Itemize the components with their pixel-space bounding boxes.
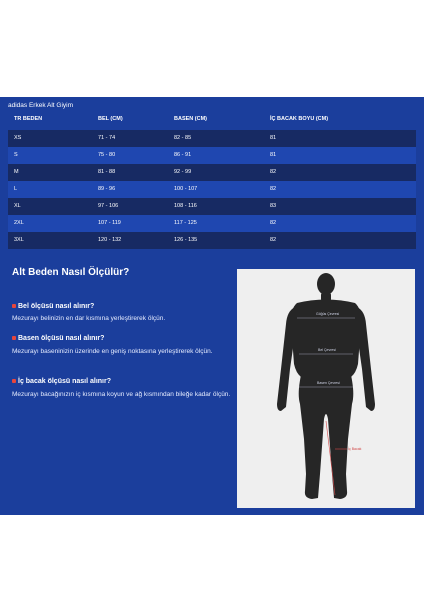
cell-size: 3XL (14, 237, 24, 243)
header-bel: BEL (CM) (98, 116, 123, 122)
cell-basen: 117 - 125 (174, 220, 197, 226)
cell-ic-bacak: 82 (270, 220, 277, 226)
cell-ic-bacak: 83 (270, 203, 277, 209)
question-basen-text: Basen ölçüsü nasıl alınır? (18, 335, 105, 342)
cell-ic-bacak: 82 (270, 186, 277, 192)
header-ic-bacak: İÇ BACAK BOYU (CM) (270, 116, 329, 122)
cell-ic-bacak: 81 (270, 135, 277, 141)
cell-bel: 89 - 96 (98, 186, 116, 192)
measurement-figure (237, 269, 415, 508)
question-bel-text: Bel ölçüsü nasıl alınır? (18, 303, 95, 310)
cell-basen: 100 - 107 (174, 186, 198, 192)
cell-basen: 86 - 91 (174, 152, 192, 158)
table-row (8, 232, 416, 249)
chest-label: Göğüs Çevresi (316, 312, 340, 316)
bullet-icon (12, 379, 16, 383)
brand-title: adidas Erkek Alt Giyim (8, 102, 74, 109)
table-header (8, 116, 416, 128)
cell-bel: 97 - 106 (98, 203, 119, 209)
cell-bel: 81 - 88 (98, 169, 116, 175)
table-row (8, 181, 416, 198)
cell-bel: 107 - 119 (98, 220, 121, 226)
cell-size: 2XL (14, 220, 24, 226)
cell-bel: 71 - 74 (98, 135, 116, 141)
header-size: TR BEDEN (14, 116, 43, 122)
answer-bel: Mezurayı belinizin en dar kısmına yerleştirerek ölçün. (12, 315, 166, 322)
question-bel (12, 303, 94, 310)
table-row (8, 198, 416, 215)
waist-label: Bel Çevresi (318, 348, 336, 352)
cell-basen: 82 - 85 (174, 135, 192, 141)
bullet-icon (12, 336, 16, 340)
cell-basen: 92 - 99 (174, 169, 192, 175)
answer-basen: Mezurayı baseninizin üzerinde en geniş noktasına yerleştirerek ölçün. (12, 348, 213, 355)
question-basen (12, 335, 104, 342)
cell-bel: 120 - 132 (98, 237, 122, 243)
inseam-label: İç Bacak (348, 447, 362, 451)
bullet-icon (12, 304, 16, 308)
cell-basen: 108 - 116 (174, 203, 197, 209)
cell-size: L (14, 186, 18, 192)
cell-size: M (14, 169, 19, 175)
hip-label: Basen Çevresi (317, 381, 340, 385)
header-basen: BASEN (CM) (174, 116, 207, 122)
cell-bel: 75 - 80 (98, 152, 116, 158)
cell-size: S (14, 152, 18, 158)
table-row (8, 215, 416, 232)
table-row (8, 164, 416, 181)
answer-ic-bacak: Mezurayı bacağınızın iç kısmına koyun ve ağ kısmından bileğe kadar ölçün. (12, 391, 231, 398)
cell-ic-bacak: 81 (270, 152, 277, 158)
guide-title: Alt Beden Nasıl Ölçülür? (12, 267, 130, 278)
question-ic-bacak (12, 378, 111, 385)
cell-ic-bacak: 82 (270, 169, 277, 175)
cell-size: XS (14, 135, 22, 141)
table-row (8, 130, 416, 147)
question-ic-bacak-text: İç bacak ölçüsü nasıl alınır? (18, 378, 111, 385)
cell-ic-bacak: 82 (270, 237, 277, 243)
cell-size: XL (14, 203, 21, 209)
body-silhouette (237, 269, 415, 508)
table-row (8, 147, 416, 164)
cell-basen: 126 - 135 (174, 237, 198, 243)
